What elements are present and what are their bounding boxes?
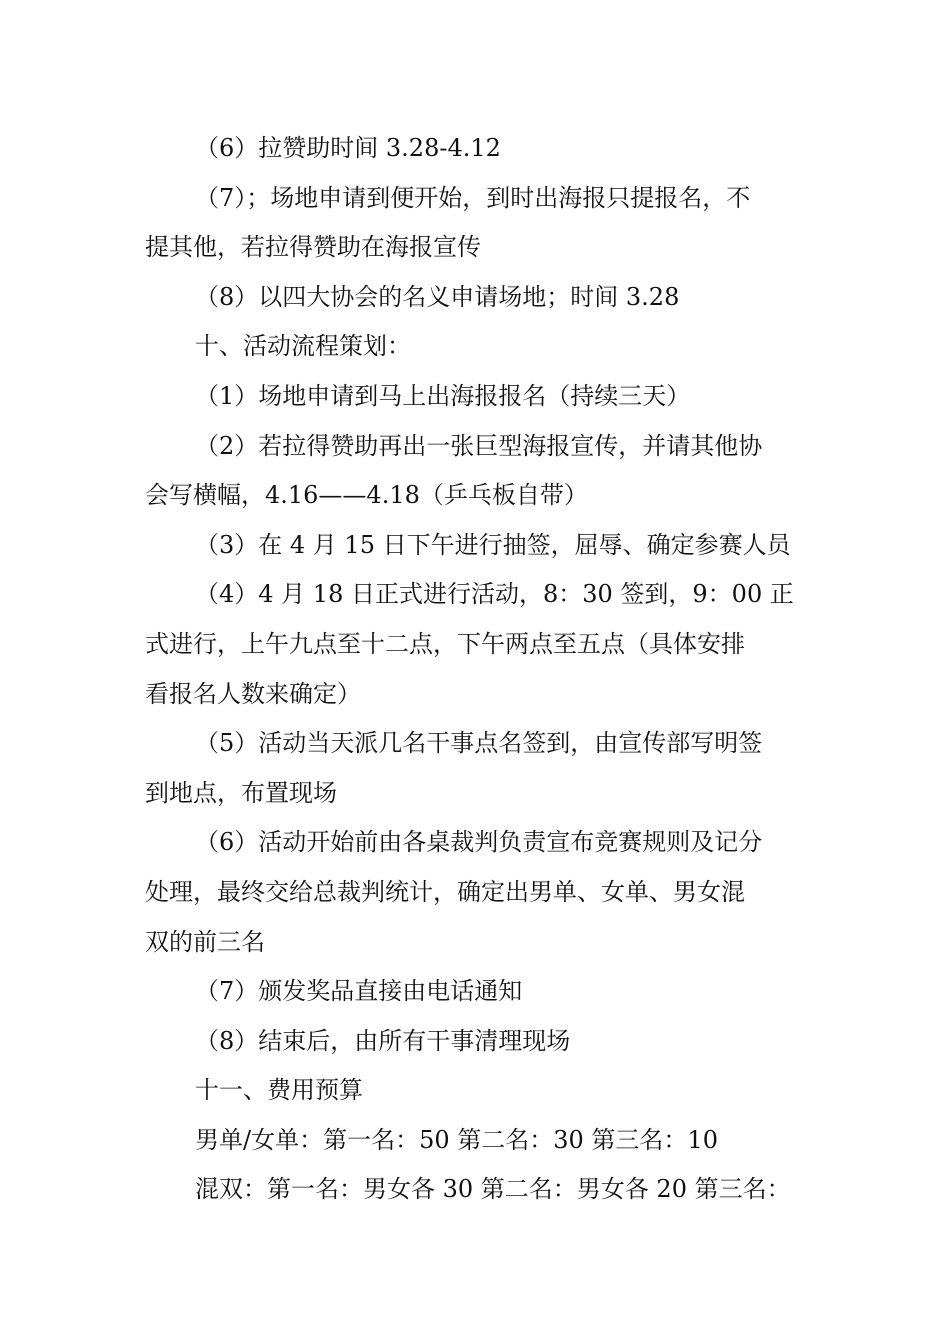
text-line: 男单/女单：第一名：50 第二名：30 第三名：10 [195,1125,718,1154]
text-line: （4）4 月 18 日正式进行活动，8：30 签到，9：00 正 [195,580,794,609]
text-line: 看报名人数来确定） [145,679,361,708]
text-line: （8）以四大协会的名义申请场地；时间 3.28 [195,282,680,311]
section-heading: 十、活动流程策划： [195,332,411,361]
text-line: 混双：第一名：男女各 30 第二名：男女各 20 第三名： [195,1175,791,1204]
text-line: （3）在 4 月 15 日下午进行抽签，屈辱、确定参赛人员 [195,530,791,559]
text-line: 提其他，若拉得赞助在海报宣传 [145,233,481,262]
document-body [145,124,825,1215]
text-line: （6）拉赞助时间 3.28-4.12 [195,134,501,162]
text-line: 会写横幅，4.16——4.18（乒乓板自带） [145,481,588,510]
text-line: （2）若拉得赞助再出一张巨型海报宣传，并请其他协 [195,431,763,460]
text-line: 处理，最终交给总裁判统计，确定出男单、女单、男女混 [145,877,745,906]
text-line: （7）；场地申请到便开始，到时出海报只提报名，不 [195,183,751,212]
text-line: （5）活动当天派几名干事点名签到，由宣传部写明签 [195,729,763,758]
section-heading: 十一、费用预算 [195,1076,363,1105]
text-line: （1）场地申请到马上出海报报名（持续三天） [195,381,691,410]
text-line: （8）结束后，由所有干事清理现场 [195,1026,571,1055]
text-line: （6）活动开始前由各桌裁判负责宣布竞赛规则及记分 [195,828,763,857]
text-line: 双的前三名 [145,927,265,956]
text-line: 式进行，上午九点至十二点，下午两点至五点（具体安排 [145,629,745,658]
text-line: 到地点，布置现场 [145,778,337,807]
text-line: （7）颁发奖品直接由电话通知 [195,977,523,1006]
